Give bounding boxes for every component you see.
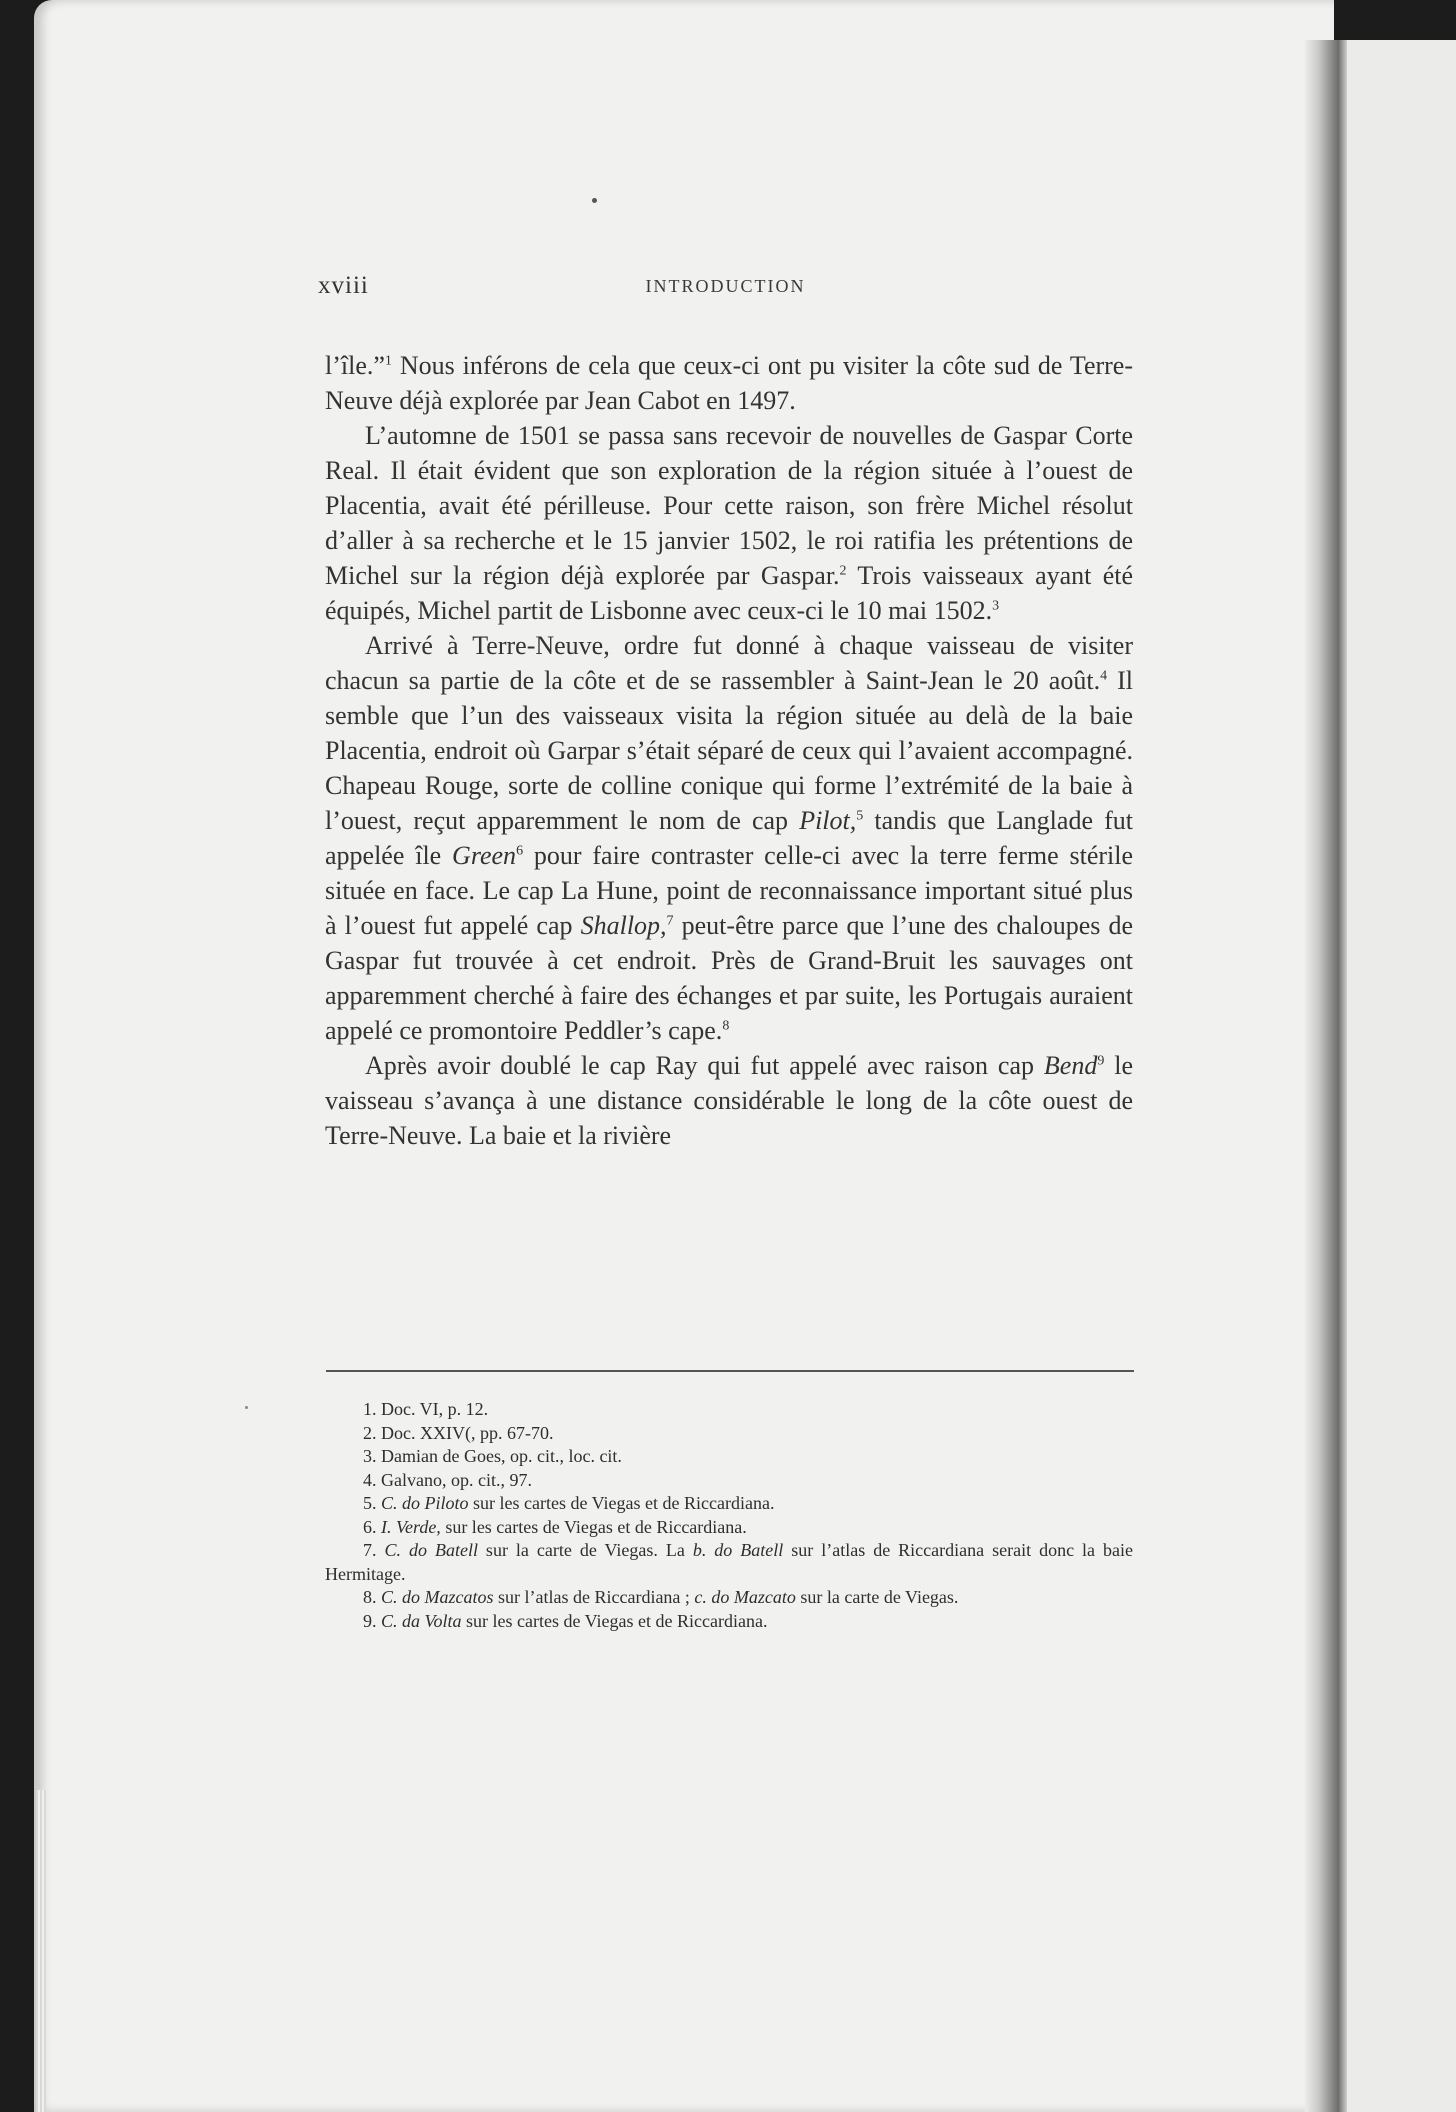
- footnotes: [325, 1398, 1133, 1633]
- italic-text: C. do Piloto: [381, 1493, 469, 1513]
- paragraph: [325, 1048, 1133, 1153]
- text-run: tandis que Langlade fut appelée île: [325, 806, 1133, 870]
- text-run: 5.: [363, 1493, 381, 1513]
- footnote: [325, 1516, 1133, 1540]
- footnote-ref: 9: [1097, 1053, 1105, 1069]
- text-run: peut-être parce que l’une des chaloupes de Gaspar fut trouvée à cet endroit. Près de Grand-Bruit les sauvages ont apparemment cherché à faire des échanges et par suite, les Portugais auraient appelé ce promontoire Peddler’s cape.: [325, 911, 1133, 1045]
- footnote: [325, 1445, 1133, 1469]
- text-run: sur les cartes de Viegas et de Riccardiana.: [468, 1493, 775, 1513]
- paragraph: [325, 628, 1133, 1048]
- text-run: 9.: [363, 1610, 381, 1631]
- facing-page: [1339, 40, 1456, 2112]
- footnote-rule: [326, 1370, 1134, 1372]
- ink-speck: [245, 1406, 248, 1409]
- text-run: 7.: [363, 1540, 385, 1560]
- text-run: Après avoir doublé le cap Ray qui fut appelé avec raison cap: [365, 1051, 1044, 1080]
- footnote: [325, 1539, 1133, 1586]
- paragraph: [325, 348, 1133, 418]
- paragraph: [325, 418, 1133, 628]
- footnote-ref: 4: [1100, 668, 1108, 684]
- italic-text: Pilot,: [799, 806, 857, 835]
- text-run: sur la carte de Viegas. La: [477, 1540, 693, 1560]
- facing-page-edge: [1339, 40, 1347, 2112]
- footnote-ref: 2: [839, 563, 847, 579]
- ink-speck: [592, 198, 597, 203]
- text-run: sur les cartes de Viegas et de Riccardiana.: [461, 1610, 768, 1631]
- footnote-ref: 3: [992, 598, 1000, 614]
- italic-text: C. do Mazcatos: [381, 1587, 494, 1607]
- text-run: Il semble que l’un des vaisseaux visita la région située au delà de la baie Placentia, endroit où Garpar s’était séparé de ceux qui l’avaient accompagné. Chapeau Rouge, sorte de colline conique qui forme l’extrémité de la baie à l’ouest, reçut apparemment le nom de cap: [325, 666, 1133, 835]
- footnote-ref: 6: [516, 843, 524, 859]
- text-run: l’île.”: [325, 351, 385, 380]
- footnote-ref: 8: [722, 1018, 730, 1034]
- running-title: INTRODUCTION: [645, 276, 806, 296]
- footnote: [325, 1422, 1133, 1446]
- text-run: 4. Galvano, op. cit., 97.: [363, 1469, 532, 1490]
- footnote-ref: 1: [384, 353, 392, 369]
- running-head: [318, 272, 1133, 306]
- footnote: [325, 1469, 1133, 1493]
- text-run: 6.: [363, 1516, 381, 1537]
- text-run: sur l’atlas de Riccardiana ;: [493, 1587, 695, 1607]
- text-run: sur l’atlas de Riccardiana serait donc la baie Hermitage.: [325, 1540, 1133, 1584]
- text-run: 1. Doc. VI, p. 12.: [363, 1399, 489, 1419]
- italic-text: C. do Batell: [384, 1540, 478, 1560]
- footnote: [325, 1610, 1133, 1634]
- text-run: le vaisseau s’avança à une distance considérable le long de la côte ouest de Terre-Neuve. La baie et la rivière: [325, 1051, 1134, 1150]
- text-run: Arrivé à Terre-Neuve, ordre fut donné à chaque vaisseau de visiter chacun sa partie de la côte et de se rassembler à Saint-Jean le 20 août.: [325, 631, 1133, 695]
- footnote: [325, 1398, 1133, 1422]
- text-run: Nous inférons de cela que ceux-ci ont pu visiter la côte sud de Terre-Neuve déjà explorée par Jean Cabot en 1497.: [325, 351, 1133, 415]
- footnote: [325, 1492, 1133, 1516]
- text-run: sur les cartes de Viegas et de Riccardiana.: [440, 1516, 747, 1537]
- body-text: [325, 348, 1133, 1153]
- page-stack-edge: [36, 1790, 46, 2112]
- text-run: L’automne de 1501 se passa sans recevoir de nouvelles de Gaspar Corte Real. Il était évident que son exploration de la région située à l’ouest de Placentia, avait été périlleuse. Pour cette raison, son frère Michel résolut d’aller à sa recherche et le 15 janvier 1502, le roi ratifia les prétentions de Michel sur la région déjà explorée par Gaspar.: [325, 421, 1133, 590]
- italic-text: b. do Batell: [692, 1540, 784, 1560]
- text-run: 2. Doc. XXIV(, pp. 67-70.: [363, 1422, 554, 1443]
- text-run: 8.: [363, 1587, 381, 1607]
- italic-text: C. da Volta: [381, 1610, 462, 1631]
- italic-text: Green: [452, 841, 517, 870]
- footnote: [325, 1586, 1133, 1610]
- page-number: xviii: [318, 272, 369, 299]
- text-run: sur la carte de Viegas.: [795, 1587, 959, 1607]
- text-run: pour faire contraster celle-ci avec la terre ferme stérile située en face. Le cap La Hune, point de reconnaissance important situé plus à l’ouest fut appelé cap: [325, 841, 1134, 940]
- footnote-ref: 7: [666, 913, 674, 929]
- footnote-ref: 5: [856, 808, 864, 824]
- italic-text: c. do Mazcato: [694, 1587, 796, 1607]
- book-gutter: [1305, 40, 1339, 2112]
- italic-text: I. Verde,: [381, 1516, 441, 1537]
- italic-text: Bend: [1043, 1051, 1098, 1080]
- text-run: 3. Damian de Goes, op. cit., loc. cit.: [363, 1446, 622, 1466]
- italic-text: Shallop,: [580, 911, 667, 940]
- text-run: Trois vaisseaux ayant été équipés, Michel partit de Lisbonne avec ceux-ci le 10 mai 1502.: [325, 561, 1134, 625]
